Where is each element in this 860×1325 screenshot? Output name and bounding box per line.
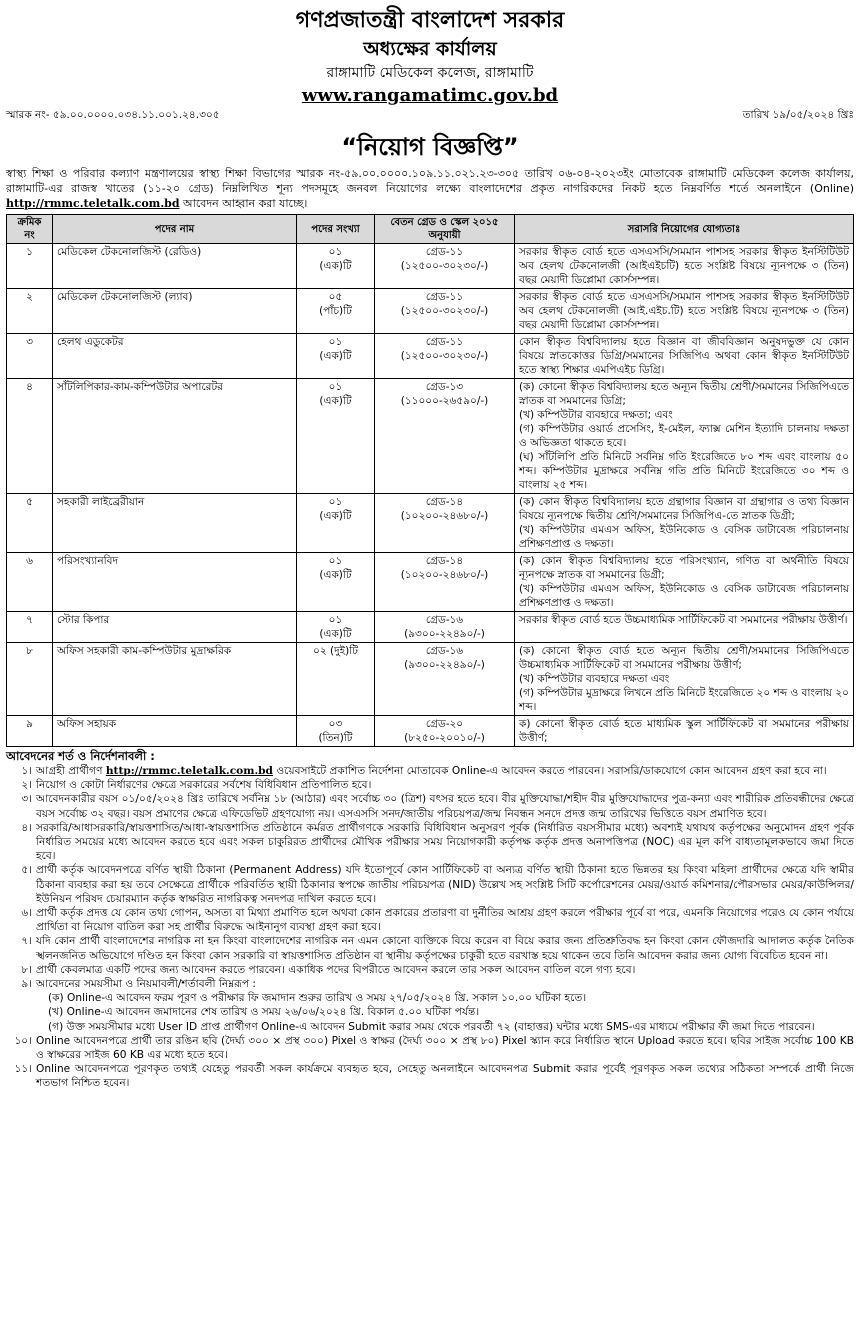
count-number: ০১ <box>328 336 343 348</box>
count-number: ০৫ <box>328 291 343 303</box>
row-qualification <box>515 716 854 747</box>
row-serial: ৭ <box>7 612 53 643</box>
count-number: ০১ <box>328 246 343 258</box>
header-count: পদের সংখ্যা <box>297 215 375 244</box>
header-grade: বেতন গ্রেড ও স্কেল ২০১৫ অনুযায়ী <box>375 215 515 244</box>
condition-4: ৪। সরকারি/আধাসরকারি/স্বায়ত্তশাসিত/আধা-স্বায়ত্তশাসিত প্রতিষ্ঠানে কর্মরত প্রার্থীগণকে সরকারি বিধিবিধান অনুসরণ পূর্বক (নির্ধারিত বয়সসীমার মধ্যে) অবশ্যই যথাযথ কর্তৃপক্ষের অনুমোদন গ্রহণ পূর্বক নির্ধারিত সময়ের মধ্যে আবেদন করতে হবে এবং সকল চাকুরিরত প্রার্থীদের মৌখিক পরীক্ষার সময় নিয়োগকারী কর্তৃপক্ষ কর্তৃক প্রদত্ত অনাপত্তিপত্র (NOC) এর মূল কপি বাধ্যতামূলকভাবে জমা দিতে হবে। <box>21 821 854 863</box>
pay-scale: (৮২৫০-২০০১০/-) <box>404 732 485 744</box>
condition-9-kha: (খ) Online-এ আবেদন জমাদানের শেষ তারিখ ও সময় ২৬/০৬/২০২৪ খ্রি. বিকাল ৫.০০ ঘটিকা পর্যন্ত। <box>48 1006 480 1019</box>
college-name: রাঙ্গামাটি মেডিকেল কলেজ, রাঙ্গামাটি <box>326 65 534 81</box>
row-grade-scale <box>375 244 515 289</box>
count-number: ০১ <box>328 614 343 626</box>
condition-9-ka: (ক) Online-এ আবেদন ফরম পূরণ ও পরীক্ষার ফি জমাদান শুরুর তারিখ ও সময় ২৭/০৫/২০২৪ খ্রি. সকাল ১০.০০ ঘটিকা হতে। <box>48 992 587 1005</box>
pay-scale: (৯৩০০-২২৪৯০/-) <box>404 659 485 671</box>
apply-link[interactable]: http://rmmc.teletalk.com.bd <box>6 197 180 210</box>
qualification-line: কোন স্বীকৃত বিশ্ববিদ্যালয় হতে বিজ্ঞান বা জীববিজ্ঞান অনুষদভুক্ত যে কোন বিষয়ে স্নাতকোত্তর ডিগ্রি/সমমানের সিজিপিএ অথবা কোন স্বীকৃত ইনস্টিটিউট হতে স্বাস্থ্য শিক্ষার এমপিএইচ ডিগ্রি। <box>519 336 849 376</box>
row-serial: ৩ <box>7 334 53 379</box>
count-number: ০২ (দুই)টি <box>313 645 358 657</box>
row-post-count <box>297 553 375 612</box>
memo-row <box>6 108 854 124</box>
memo-number: স্মারক নং- ৫৯.০০.০০০০.০৩৪.১১.০০১.২৪.৩০৫ <box>6 109 220 121</box>
table-row <box>7 494 854 553</box>
pay-scale: (১২৫০০-৩০২৩০/-) <box>400 305 489 317</box>
pay-scale: (১০২০০-২৪৬৮০/-) <box>400 510 489 522</box>
row-qualification <box>515 379 854 494</box>
condition-9: ৯। আবেদনের সময়সীমা ও নিয়মাবলী/শর্তাবলী নিম্নরূপ : (ক) Online-এ আবেদন ফরম পূরণ ও পরীক্ষার ফি জমাদান শুরুর তারিখ ও সময় ২৭/০৫/২০২৪ খ্রি. সকাল ১০.০০ ঘটিকা হতে। (খ) Online-এ আবেদন জমাদানের শেষ তারিখ ও সময় ২৬/০৬/২০২৪ খ্রি. বিকাল ৫.০০ ঘটিকা পর্যন্ত। (গ) উক্ত সময়সীমার মধ্যে User ID প্রাপ্ত প্রার্থীগণ Online-এ আবেদন Submit করার সময় থেকে পরবর্তী ৭২ (বাহাত্তর) ঘন্টার মধ্যে SMS-এর মাধ্যমে পরীক্ষার ফী জমা দিতে পারবেন। <box>6 977 854 1034</box>
condition-1: ১। আগ্রহী প্রার্থীগণ http://rmmc.teletalk.com.bd ওয়েবসাইটে প্রকাশিত নির্দেশনা মোতাবেক Online-এ আবেদন করতে পারবেন। সরাসরি/ডাকযোগে কোন আবেদন গ্রহণ করা হবে না। <box>21 765 827 777</box>
qualification-line: (খ) কম্পিউটার এমএস অফিস, ইউনিকোড ও বেসিক ডাটাবেজ পরিচালনায় প্রশিক্ষণপ্রাপ্ত ও দক্ষতা। <box>519 524 849 550</box>
posts-table <box>6 214 854 747</box>
row-serial: ২ <box>7 289 53 334</box>
row-grade-scale <box>375 289 515 334</box>
row-post-count <box>297 643 375 716</box>
intro-text: স্বাস্থ্য শিক্ষা ও পরিবার কল্যাণ মন্ত্রণালয়ের স্বাস্থ্য শিক্ষা বিভাগের স্মারক নং-৫৯.০০.০০০০.১০৯.১১.০২১.২৩-৩০৫ তারিখ ০৬-০৪-২০২৩ইং মোতাবেক রাঙ্গামাটি মেডিকেল কলেজ কার্যালয়, রাঙ্গামাটি-এর রাজস্ব খাতের (১১-২০ গ্রেড) নিম্নলিখিত শূন্য পদসমূহে জনবল নিয়োগের লক্ষ্যে বাংলাদেশের প্রকৃত নাগরিকদের নিকট হতে নিম্নবর্ণিত শর্তে অনলাইনে (Online) <box>6 167 854 195</box>
row-serial: ৯ <box>7 716 53 747</box>
table-row <box>7 289 854 334</box>
row-post-name: পরিসংখ্যানবিদ <box>53 553 297 612</box>
pay-scale: (১১০০০-২৬৫৯০/-) <box>400 395 489 407</box>
pay-scale: (৯৩০০-২২৪৯০/-) <box>404 628 485 640</box>
row-serial: ৮ <box>7 643 53 716</box>
teletalk-link[interactable]: http://rmmc.teletalk.com.bd <box>105 765 273 777</box>
grade-label: গ্রেড-১৬ <box>425 614 464 626</box>
header-post: পদের নাম <box>53 215 297 244</box>
govt-name: গণপ্রজাতন্ত্রী বাংলাদেশ সরকার <box>295 8 565 33</box>
row-serial: ৫ <box>7 494 53 553</box>
qualification-line: (ক) কোন স্বীকৃত বিশ্ববিদ্যালয় হতে গ্রন্থাগার বিজ্ঞান বা গ্রন্থাগার ও তথ্য বিজ্ঞান বিষয়ে ন্যূনপক্ষে দ্বিতীয় শ্রেণি/সমমানের সিজিপিএ-তে স্নাতক ডিগ্রী; <box>519 496 849 522</box>
row-post-name: স্টোর কিপার <box>53 612 297 643</box>
count-number: ০১ <box>328 381 343 393</box>
pay-scale: (১২৫০০-৩০২৩০/-) <box>400 350 489 362</box>
row-qualification <box>515 289 854 334</box>
row-qualification <box>515 494 854 553</box>
qualification-line: (ক) কোনো স্বীকৃত বিশ্ববিদ্যালয় হতে অন্যূন দ্বিতীয় শ্রেণী/সমমানের সিজিপিএতে স্নাতক বা সমমানের ডিগ্রি; <box>519 381 849 407</box>
condition-8: ৮। প্রার্থী কেবলমাত্র একটি পদের জন্য আবেদন করতে পারবেন। একাধিক পদের বিপরীতে আবেদন করলে তার সকল আবেদন বাতিল বলে গণ্য হবে। <box>21 963 636 976</box>
condition-3: ৩। আবেদনকারীর বয়স ০১/০৫/২০২৪ খ্রিঃ তারিখে সর্বনিম্ন ১৮ (আঠার) এবং সর্বোচ্চ ৩০ (ত্রিশ) বৎসর হতে হবে। বীর মুক্তিযোদ্ধা/শহীদ বীর মুক্তিযোদ্ধাদের পুত্র-কন্যা এবং শারীরিক প্রতিবন্ধীদের ক্ষেত্রে বয়স সর্বোচ্চ ৩২ বছর। বয়স প্রমাণের ক্ষেত্রে এফিডেভিট গ্রহণযোগ্য নয়। এসএসসি সনদ/জাতীয় পরিচয়পত্র/জন্ম নিবন্ধন সনদে প্রদত্ত জন্ম তারিখের ভিত্তিতে বয়স প্রমাণিত হবে। <box>21 793 854 820</box>
table-row <box>7 334 854 379</box>
qualification-line: (খ) কম্পিউটার ব্যবহারে দক্ষতা এবং <box>519 673 670 685</box>
qualification-line: (গ) কম্পিউটার মুদ্রাক্ষরে লিখনে প্রতি মিনিটে ইংরেজিতে ২০ শব্দ ও বাংলায় ২০ শব্দ। <box>519 687 849 713</box>
row-post-count <box>297 612 375 643</box>
row-grade-scale <box>375 494 515 553</box>
count-words: (তিন)টি <box>318 732 353 744</box>
table-row <box>7 643 854 716</box>
row-post-count <box>297 289 375 334</box>
row-grade-scale <box>375 643 515 716</box>
grade-label: গ্রেড-১১ <box>425 291 464 303</box>
condition-7: ৭। যদি কোন প্রার্থী বাংলাদেশের নাগরিক না হন কিংবা বাংলাদেশের নাগরিক নন এমন কোনো ব্যক্তিকে বিয়ে করেন বা বিয়ে করার জন্য প্রতিশ্রুতিবদ্ধ হন কিংবা কোন ফৌজদারি আদালত কর্তৃক নৈতিক স্খলনজনিত অভিযোগে দণ্ডিত হন কিংবা কোন সরকারি বা স্বায়ত্তশাসিত প্রতিষ্ঠান বা স্থানীয় কর্তৃপক্ষের চাকুরী হতে বরখাস্ত হয়ে থাকেন তবে তিনি আবেদন করার জন্য যোগ্য বিবেচিত হবেন না। <box>21 935 854 962</box>
condition-6: ৬। প্রার্থী কর্তৃক প্রদত্ত যে কোন তথ্য গোপন, অসত্য বা মিথ্যা প্রমাণিত হলে অথবা কোন প্রকারের প্রতারণা বা দুর্নীতির আশ্রয় গ্রহণ করলে পরীক্ষার পূর্বে বা পরে, এমনকি নিয়োগের পরেও যে কোন পর্যায়ে প্রার্থিতা বা নিয়োগ বাতিল করা সহ প্রার্থীর বিরুদ্ধে আইনানুগ ব্যবস্থা গ্রহণ করা হবে। <box>21 907 854 934</box>
row-post-name: হেলথ এডুকেটর <box>53 334 297 379</box>
table-body <box>7 244 854 747</box>
row-qualification <box>515 643 854 716</box>
header-serial: ক্রমিক নং <box>7 215 53 244</box>
row-post-name: অফিস সহকারী কাম-কম্পিউটার মুদ্রাক্ষরিক <box>53 643 297 716</box>
count-number: ০৩ <box>328 718 343 730</box>
row-post-count <box>297 379 375 494</box>
condition-9-ga: (গ) উক্ত সময়সীমার মধ্যে User ID প্রাপ্ত প্রার্থীগণ Online-এ আবেদন Submit করার সময় থেকে পরবর্তী ৭২ (বাহাত্তর) ঘন্টার মধ্যে SMS-এর মাধ্যমে পরীক্ষার ফী জমা দিতে পারবেন। <box>48 1020 815 1033</box>
condition-10: ১০। Online আবেদনপত্রে প্রার্থী তার রঙিন ছবি (দৈর্ঘ্য ৩০০ × প্রস্থ ৩০০) Pixel ও স্বাক্ষর (দৈর্ঘ্য ৩০০ × প্রস্থ ৮০) Pixel স্ক্যান করে নির্ধারিত স্থানে Upload করতে হবে। ছবির সাইজ সর্বোচ্চ 100 KB ও স্বাক্ষরের সাইজ 60 KB এর মধ্যে হতে হবে। <box>14 1034 855 1062</box>
qualification-line: (ক) কোনো স্বীকৃত বোর্ড হতে অন্যূন দ্বিতীয় শ্রেণী/সমমানের সিজিপিএতে উচ্চমাধ্যমিক সার্টিফিকেট বা সমমানের পরীক্ষায় উত্তীর্ণ; <box>519 645 849 671</box>
website-link[interactable]: www.rangamatimc.gov.bd <box>301 85 559 106</box>
table-row <box>7 244 854 289</box>
row-grade-scale <box>375 379 515 494</box>
conditions-title: আবেদনের শর্ত ও নির্দেশনাবলী : <box>6 749 155 763</box>
condition-2: ২। নিয়োগ ও কোটা নির্ধারণের ক্ষেত্রে সরকারের সর্বশেষ বিধিবিধান প্রতিপালিত হবে। <box>21 779 372 792</box>
row-post-name: সাঁটলিপিকার-কাম-কম্পিউটার অপারেটর <box>53 379 297 494</box>
qualification-line: (খ) কম্পিউটার ব্যবহারে দক্ষতা; এবং <box>519 409 673 421</box>
count-words: (এক)টি <box>319 628 352 640</box>
intro-paragraph <box>6 166 854 211</box>
count-number: ০১ <box>328 496 343 508</box>
memo-date: তারিখ ১৯/০৫/২০২৪ খ্রিঃ <box>742 109 854 121</box>
count-words: (এক)টি <box>319 569 352 581</box>
qualification-line: (খ) কম্পিউটার এমএস অফিস, ইউনিকোড ও বেসিক ডাটাবেজ পরিচালনায় প্রশিক্ষণপ্রাপ্ত ও দক্ষতা। <box>519 583 849 609</box>
qualification-line: (গ) কম্পিউটার ওয়ার্ড প্রসেসিং, ই-মেইল, ফ্যাক্স মেশিন ইত্যাদি চালনায় দক্ষতা ও অভিজ্ঞতা থাকতে হবে। <box>519 423 849 449</box>
row-qualification <box>515 553 854 612</box>
row-qualification <box>515 612 854 643</box>
intro-text-end: আবেদন আহ্বান করা যাচ্ছে। <box>179 197 308 210</box>
count-words: (পাঁচ)টি <box>319 305 352 317</box>
pay-scale: (১০২০০-২৪৬৮০/-) <box>400 569 489 581</box>
qualification-line: সরকার স্বীকৃত বোর্ড হতে উচ্চমাধ্যমিক সার্টিফিকেট বা সমমানের পরীক্ষায় উত্তীর্ণ। <box>519 614 848 626</box>
grade-label: গ্রেড-১১ <box>425 246 464 258</box>
row-post-count <box>297 494 375 553</box>
row-qualification <box>515 244 854 289</box>
row-serial: ৪ <box>7 379 53 494</box>
condition-5: ৫। প্রার্থী কর্তৃক আবেদনপত্রে বর্ণিত স্থায়ী ঠিকানা (Permanent Address) যদি ইতোপূর্বে কোন সার্টিফিকেট বা অন্যত্র বর্ণিত স্থায়ী ঠিকানা হতে ভিন্নতর হয় কিংবা মহিলা প্রার্থীদের ক্ষেত্রে যদি স্বামীর ঠিকানা ব্যবহার করা হয় তবে সেক্ষেত্রে প্রার্থীকে পরিবর্তিত স্থায়ী ঠিকানার স্বপক্ষে জাতীয় পরিচয়পত্র (NID) উল্লেখ সহ সংশ্লিষ্ট সিটি কর্পোরেশনের মেয়র/ওয়ার্ড কমিশনার/পৌরসভার মেয়র/কাউন্সিলর/ইউনিয়ন পরিষদ চেয়ারম্যান কর্তৃক স্বাক্ষরিত নাগরিকত্ব সনদপত্র দাখিল করতে হবে। <box>21 864 854 905</box>
count-words: (এক)টি <box>319 395 352 407</box>
pay-scale: (১২৫০০-৩০২৩০/-) <box>400 260 489 272</box>
row-grade-scale <box>375 716 515 747</box>
header-qualification: সরাসরি নিয়োগের যোগ্যতাঃ <box>515 215 854 244</box>
letterhead <box>6 6 854 108</box>
table-row <box>7 379 854 494</box>
table-header-row <box>7 215 854 244</box>
row-post-count <box>297 334 375 379</box>
table-row <box>7 612 854 643</box>
row-serial: ৬ <box>7 553 53 612</box>
row-post-count <box>297 244 375 289</box>
qualification-line: (ক) কোন স্বীকৃত বিশ্ববিদ্যালয় হতে পরিসংখ্যান, গণিত বা অর্থনীতি বিষয়ে ন্যূনপক্ষে স্নাতক বা সমমানের ডিগ্রী; <box>519 555 849 581</box>
row-post-name: মেডিকেল টেকনোলজিস্ট (ল্যাব) <box>53 289 297 334</box>
qualification-line: (ঘ) সাঁটলিপি প্রতি মিনিটে সর্বনিম্ন গতি ইংরেজিতে ৮০ শব্দ এবং বাংলায় ৫০ শব্দ। কম্পিউটার মুদ্রাক্ষরে সর্বনিম্ন গতি প্রতি মিনিটে ইংরেজিতে ৩০ শব্দ ও বাংলায় ২৫ শব্দ। <box>519 451 849 491</box>
count-words: (এক)টি <box>319 350 352 362</box>
row-post-name: সহকারী লাইব্রেরীয়ান <box>53 494 297 553</box>
grade-label: গ্রেড-১৬ <box>425 645 464 657</box>
count-words: (এক)টি <box>319 260 352 272</box>
grade-label: গ্রেড-১১ <box>425 336 464 348</box>
grade-label: গ্রেড-১৩ <box>425 381 464 393</box>
row-grade-scale <box>375 334 515 379</box>
qualification-line: সরকার স্বীকৃত বোর্ড হতে এসএসসি/সমমান পাশসহ সরকার স্বীকৃত ইনস্টিটিউট অব হেলথ টেকনোলজী (আই.এইচ.টি) হতে সংশ্লিষ্ট বিষয়ে ন্যূনপক্ষে ৩ (তিন) বছর মেয়াদী ডিপ্লোমা কোর্সসম্পন্ন। <box>519 291 849 331</box>
row-serial: ১ <box>7 244 53 289</box>
count-number: ০১ <box>328 555 343 567</box>
table-row <box>7 716 854 747</box>
conditions-list <box>6 764 854 1091</box>
grade-label: গ্রেড-১৪ <box>425 555 464 567</box>
row-qualification <box>515 334 854 379</box>
count-words: (এক)টি <box>319 510 352 522</box>
grade-label: গ্রেড-২০ <box>425 718 464 730</box>
condition-11: ১১। Online আবেদনপত্রে পূরণকৃত তথ্যই যেহেতু পরবর্তী সকল কার্যক্রমে ব্যবহৃত হবে, সেহেতু অনলাইনে আবেদনপত্র Submit করার পূর্বেই পূরণকৃত সকল তথ্যের সঠিকতা সম্পর্কে প্রার্থী নিজে শতভাগ নিশ্চিত হবেন। <box>14 1063 854 1090</box>
qualification-line: ক) কোনো স্বীকৃত বোর্ড হতে মাধ্যমিক স্কুল সার্টিফিকেট বা সমমানের পরীক্ষায় উত্তীর্ণ; <box>519 718 849 744</box>
office-name: অধ্যক্ষের কার্যালয় <box>363 38 497 60</box>
grade-label: গ্রেড-১৪ <box>425 496 464 508</box>
page-title: “নিয়োগ বিজ্ঞপ্তি” <box>341 133 519 161</box>
row-post-count <box>297 716 375 747</box>
table-row <box>7 553 854 612</box>
qualification-line: সরকার স্বীকৃত বোর্ড হতে এসএসসি/সমমান পাশসহ সরকার স্বীকৃত ইনস্টিটিউট অব হেলথ টেকনোলজী (আইএইচটি) হতে সংশ্লিষ্ট বিষয়ে ন্যূনপক্ষে ৩ (তিন) বছর মেয়াদী ডিপ্লোমা কোর্সসম্পন্ন। <box>519 246 849 286</box>
row-grade-scale <box>375 553 515 612</box>
row-post-name: মেডিকেল টেকনোলজিস্ট (রেডিও) <box>53 244 297 289</box>
row-grade-scale <box>375 612 515 643</box>
row-post-name: অফিস সহায়ক <box>53 716 297 747</box>
